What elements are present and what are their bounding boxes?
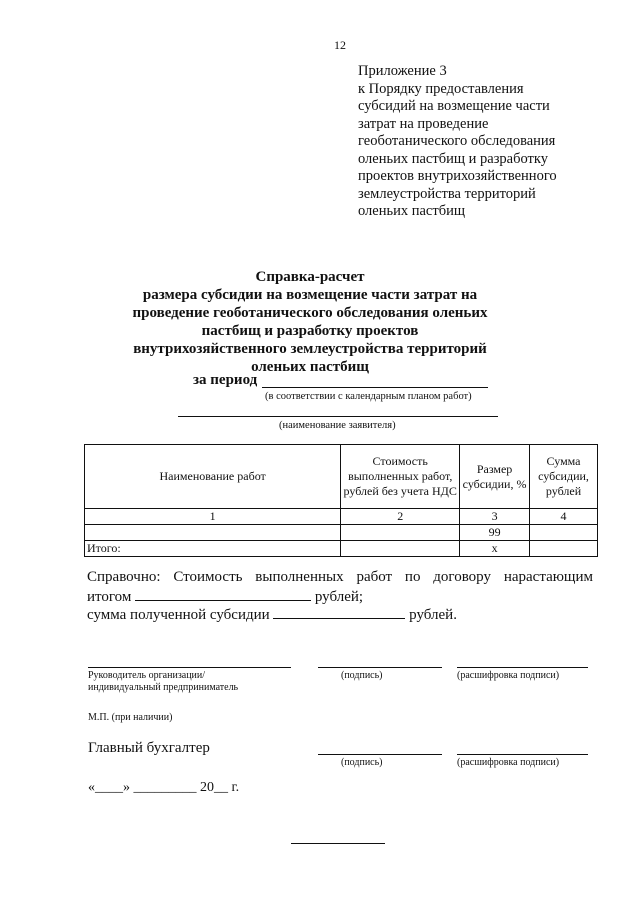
head-name-field[interactable] [88, 667, 291, 668]
date-field[interactable]: «____» _________ 20__ г. [88, 780, 240, 795]
appendix-line: оленьих пастбищ [358, 203, 466, 219]
appendix-line: затрат на проведение [358, 115, 489, 132]
title-line: Справка-расчет [255, 269, 365, 285]
accountant-label: Главный бухгалтер [88, 740, 210, 756]
works-table [84, 444, 598, 557]
table-cell: 2 [341, 509, 460, 525]
table-cell: 4 [530, 509, 598, 525]
table-cell[interactable] [530, 541, 598, 557]
accountant-signature-field[interactable] [318, 754, 442, 755]
title-line: оленьих пастбищ [251, 359, 369, 375]
table-row [85, 525, 598, 541]
table-cell: 99 [460, 525, 530, 541]
head-signature-field[interactable] [318, 667, 442, 668]
note-rubles: рублей; [314, 589, 364, 605]
note-total-label: итогом [87, 589, 132, 605]
table-cell: 1 [85, 509, 341, 525]
head-label-line: Руководитель организации/ [88, 670, 206, 681]
signature-caption: (подпись) [341, 757, 383, 768]
title-line: пастбищ и разработку проектов [201, 323, 419, 339]
appendix-line: Приложение 3 [358, 63, 447, 79]
footer-divider [291, 843, 385, 844]
title-line: внутрихозяйственного землеустройства территорий [133, 341, 487, 357]
table-cell[interactable] [341, 541, 460, 557]
period-label: за период [193, 372, 258, 388]
header-cost: Стоимость выполненных работ, рублей без учета НДС [341, 445, 460, 509]
applicant-caption: (наименование заявителя) [279, 420, 396, 431]
note-rubles: рублей. [409, 607, 457, 623]
header-subsidy-percent: Размер субсидии, % [460, 445, 530, 509]
decode-caption: (расшифровка подписи) [457, 670, 560, 681]
subsidy-amount-field[interactable] [273, 605, 405, 619]
applicant-field[interactable] [178, 416, 498, 417]
header-subsidy-amount: Сумма субсидии, рублей [530, 445, 598, 509]
page-number: 12 [334, 38, 346, 52]
note-line-2 [87, 587, 363, 606]
table-cell: х [460, 541, 530, 557]
table-cell[interactable] [530, 525, 598, 541]
total-label: Итого: [85, 541, 341, 557]
appendix-line: землеустройства территорий [358, 185, 536, 202]
decode-caption: (расшифровка подписи) [457, 757, 560, 768]
appendix-line: к Порядку предоставления [358, 80, 524, 97]
head-decode-field[interactable] [457, 667, 588, 668]
head-label-line: индивидуальный предприниматель [88, 682, 239, 693]
table-numbers-row [85, 509, 598, 525]
table-total-row [85, 541, 598, 557]
head-label [88, 670, 238, 694]
total-amount-field[interactable] [135, 587, 311, 601]
stamp-label: М.П. (при наличии) [88, 712, 173, 723]
table-header-row [85, 445, 598, 509]
note-subsidy-label: сумма полученной субсидии [87, 607, 270, 623]
table-cell: 3 [460, 509, 530, 525]
note-line-3 [87, 605, 457, 624]
accountant-decode-field[interactable] [457, 754, 588, 755]
signature-caption: (подпись) [341, 670, 383, 681]
period-field[interactable] [262, 387, 488, 388]
title-line: размера субсидии на возмещение части затрат на [142, 287, 478, 303]
appendix-line: геоботанического обследования [358, 133, 556, 149]
note-line-1: Справочно: Стоимость выполненных работ по договору нарастающим [87, 569, 593, 585]
title-line: проведение геоботанического обследования оленьих [132, 305, 488, 321]
appendix-line: оленьих пастбищ и разработку [358, 150, 548, 167]
appendix-line: субсидий на возмещение части [358, 98, 550, 114]
document-title [80, 268, 540, 376]
period-caption: (в соответствии с календарным планом работ) [265, 391, 472, 402]
table-cell[interactable] [341, 525, 460, 541]
header-work-name: Наименование работ [85, 445, 341, 509]
appendix-header [358, 63, 608, 221]
appendix-line: проектов внутрихозяйственного [358, 168, 557, 184]
table-cell[interactable] [85, 525, 341, 541]
